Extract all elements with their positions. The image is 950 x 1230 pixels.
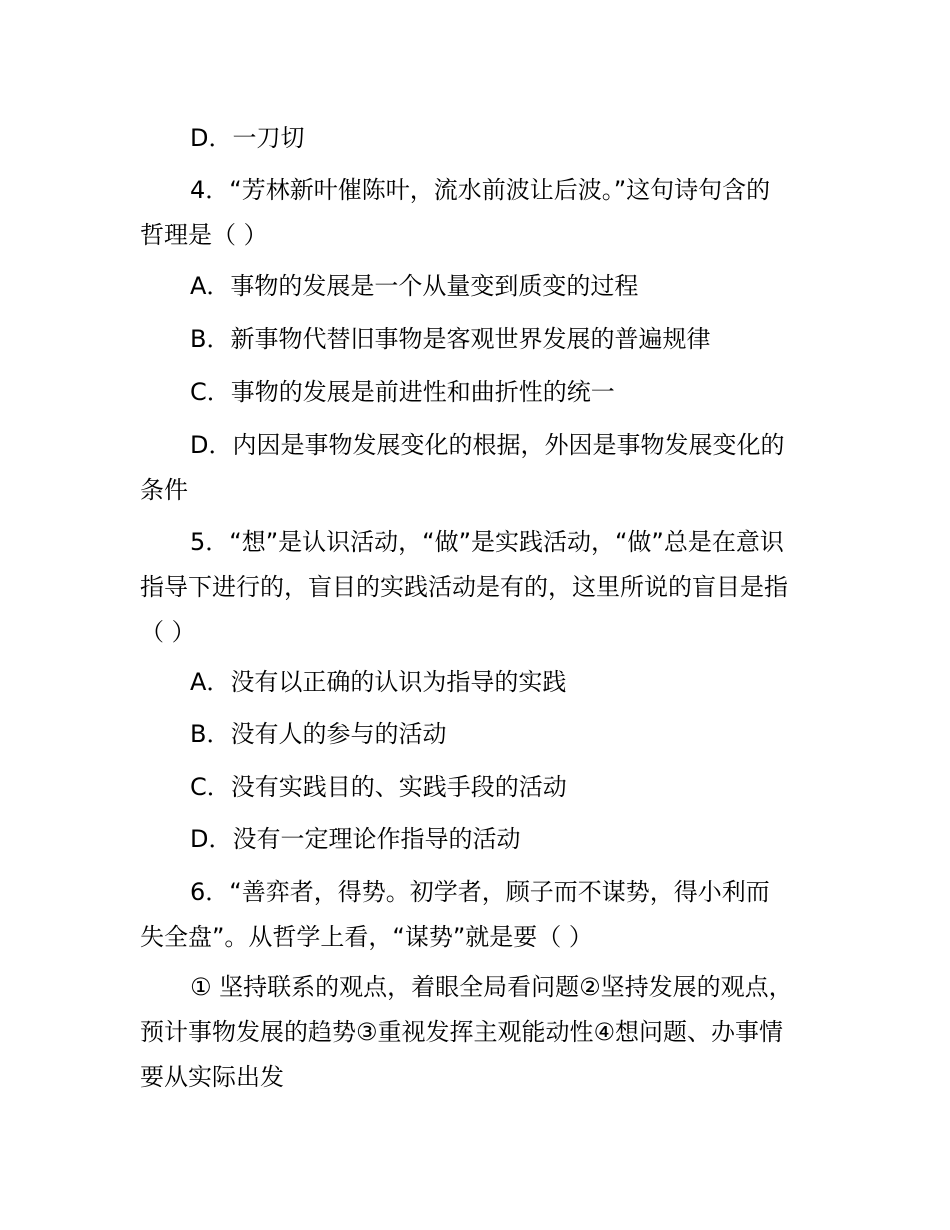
option-4d-line-1: D．内因是事物发展变化的根据，外因是事物发展变化的 xyxy=(190,431,785,459)
question-5-line-1: 5．“想”是认识活动，“做”是实践活动，“做”总是在意识 xyxy=(190,528,784,556)
question-6-statements-line-1: ① 坚持联系的观点，着眼全局看问题②坚持发展的观点， xyxy=(190,973,793,1001)
question-6-line-1: 6．“善弈者，得势。初学者，顾子而不谋势，得小利而 xyxy=(190,878,770,906)
option-4a: A．事物的发展是一个从量变到质变的过程 xyxy=(190,272,639,300)
question-6-statements-line-3: 要从实际出发 xyxy=(140,1063,284,1091)
question-6-statements-line-2: 预计事物发展的趋势③重视发挥主观能动性④想问题、办事情 xyxy=(140,1018,784,1046)
option-5a: A．没有以正确的认识为指导的实践 xyxy=(190,668,567,696)
question-4-line-1: 4．“芳林新叶催陈叶，流水前波让后波。”这句诗句含的 xyxy=(190,176,771,204)
question-6-line-2: 失全盘”。从哲学上看，“谋势”就是要（ ） xyxy=(140,923,593,951)
question-5-line-3: （ ） xyxy=(140,618,196,646)
question-4-line-2: 哲理是（ ） xyxy=(140,221,268,249)
option-4c: C．事物的发展是前进性和曲折性的统一 xyxy=(190,378,615,406)
option-5c: C．没有实践目的、实践手段的活动 xyxy=(190,773,567,801)
option-5d: D．没有一定理论作指导的活动 xyxy=(190,825,521,853)
question-5-line-2: 指导下进行的，盲目的实践活动是有的，这里所说的盲目是指 xyxy=(140,573,788,601)
option-4d-line-2: 条件 xyxy=(140,476,188,504)
option-5b: B．没有人的参与的活动 xyxy=(190,720,447,748)
option-4b: B．新事物代替旧事物是客观世界发展的普遍规律 xyxy=(190,325,711,353)
option-3d: D．一刀切 xyxy=(190,124,305,152)
